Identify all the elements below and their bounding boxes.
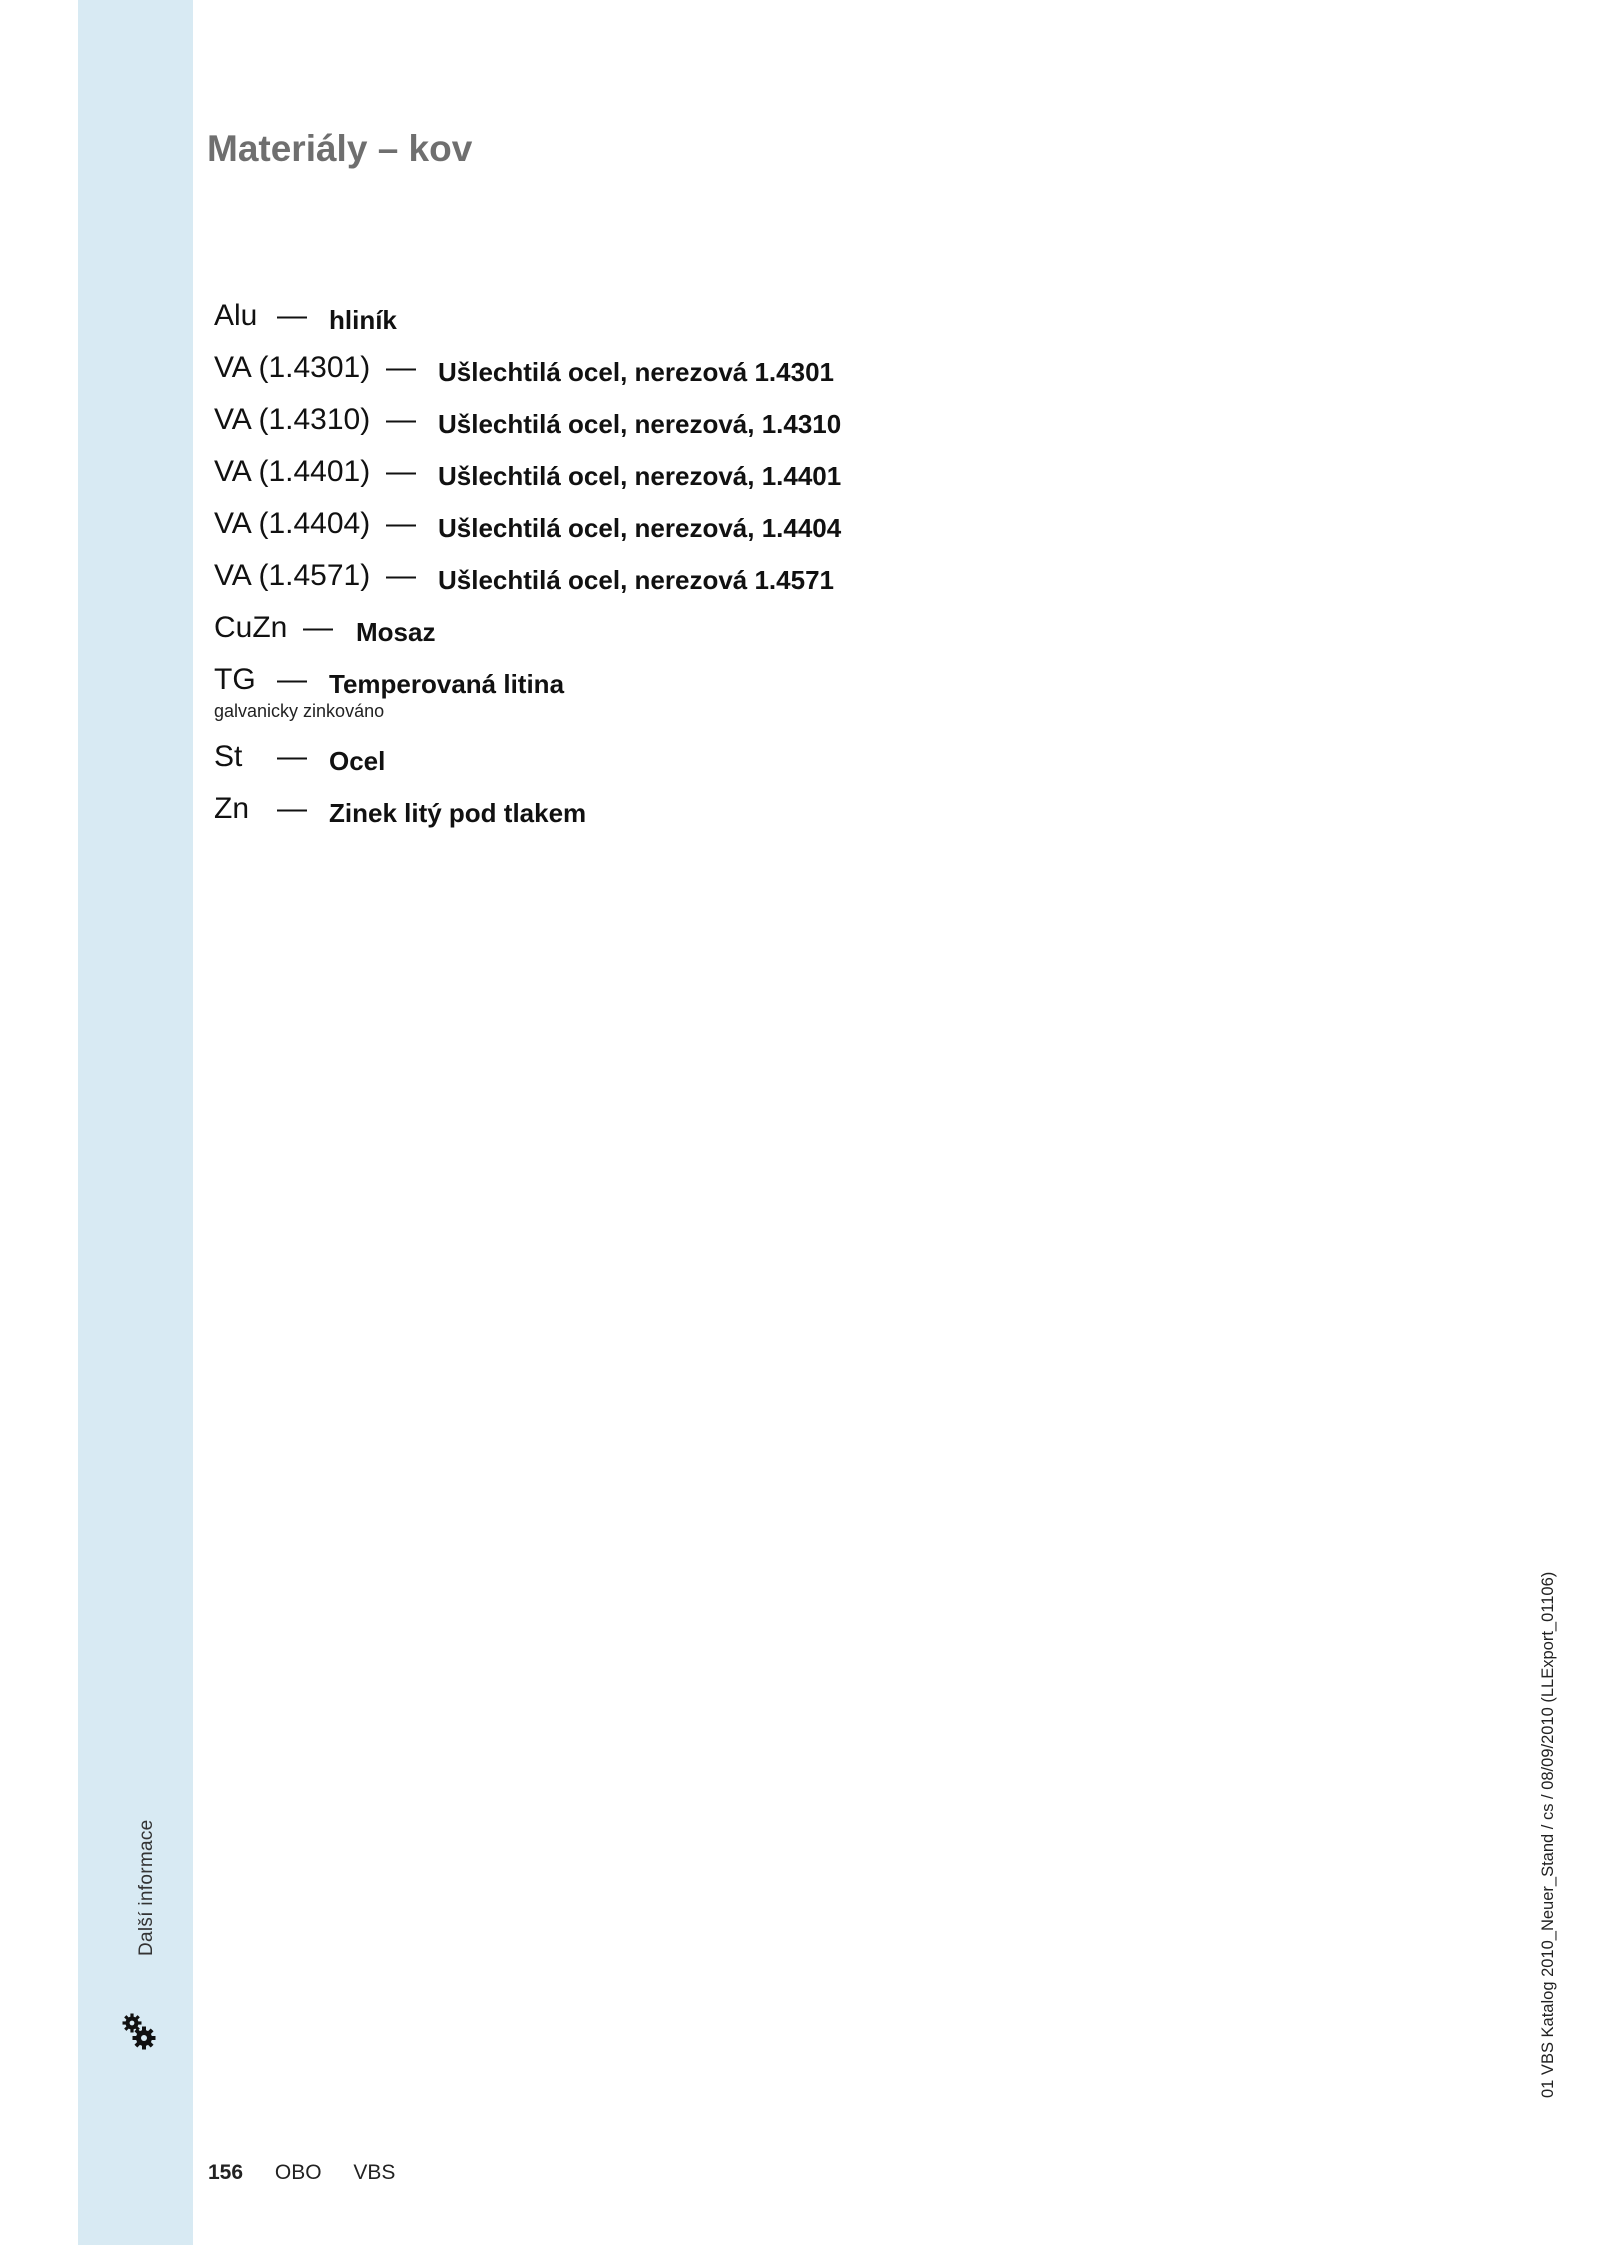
material-description: Zinek litý pod tlakem [329, 798, 587, 828]
material-dash: — [386, 403, 416, 436]
material-description: Ušlechtilá ocel, nerezová 1.4571 [438, 565, 834, 595]
gears-icon [122, 2012, 158, 2052]
material-description: Ocel [329, 746, 386, 776]
material-description: Ušlechtilá ocel, nerezová, 1.4404 [438, 513, 842, 543]
material-code: VA (1.4404) [214, 507, 371, 540]
material-dash: — [386, 507, 416, 540]
material-description: Temperovaná litina [329, 669, 565, 699]
catalog-export-meta: 01 VBS Katalog 2010_Neuer_Stand / cs / 08/09/2010 (LLExport_01106) [1539, 1571, 1557, 2098]
material-code: TG [214, 663, 256, 696]
material-dash: — [303, 611, 333, 644]
material-dash: — [277, 792, 307, 825]
material-dash: — [277, 740, 307, 773]
page-title: Materiály – kov [207, 128, 473, 169]
material-dash: — [277, 663, 307, 696]
material-dash: — [386, 559, 416, 592]
material-description: Ušlechtilá ocel, nerezová, 1.4310 [438, 409, 842, 439]
material-code: Zn [214, 792, 250, 825]
material-dash: — [277, 299, 307, 332]
material-code: CuZn [214, 611, 288, 644]
material-code: VA (1.4401) [214, 455, 371, 488]
material-code: VA (1.4310) [214, 403, 371, 436]
page-footer [208, 2161, 395, 2185]
material-dash: — [386, 351, 416, 384]
footer-brand: OBO [274, 2161, 322, 2184]
footer-product: VBS [353, 2161, 396, 2184]
sidebar-section-label: Další informace [136, 1819, 157, 1956]
material-code: VA (1.4301) [214, 351, 371, 384]
material-code: Alu [214, 299, 258, 332]
material-description: Ušlechtilá ocel, nerezová, 1.4401 [438, 461, 842, 491]
material-code: VA (1.4571) [214, 559, 371, 592]
material-dash: — [386, 455, 416, 488]
page-number: 156 [208, 2161, 244, 2184]
material-note: galvanicky zinkováno [214, 701, 385, 721]
material-code: St [214, 740, 243, 773]
material-description: hliník [329, 305, 397, 335]
material-description: Ušlechtilá ocel, nerezová 1.4301 [438, 357, 834, 387]
material-description: Mosaz [356, 617, 436, 647]
